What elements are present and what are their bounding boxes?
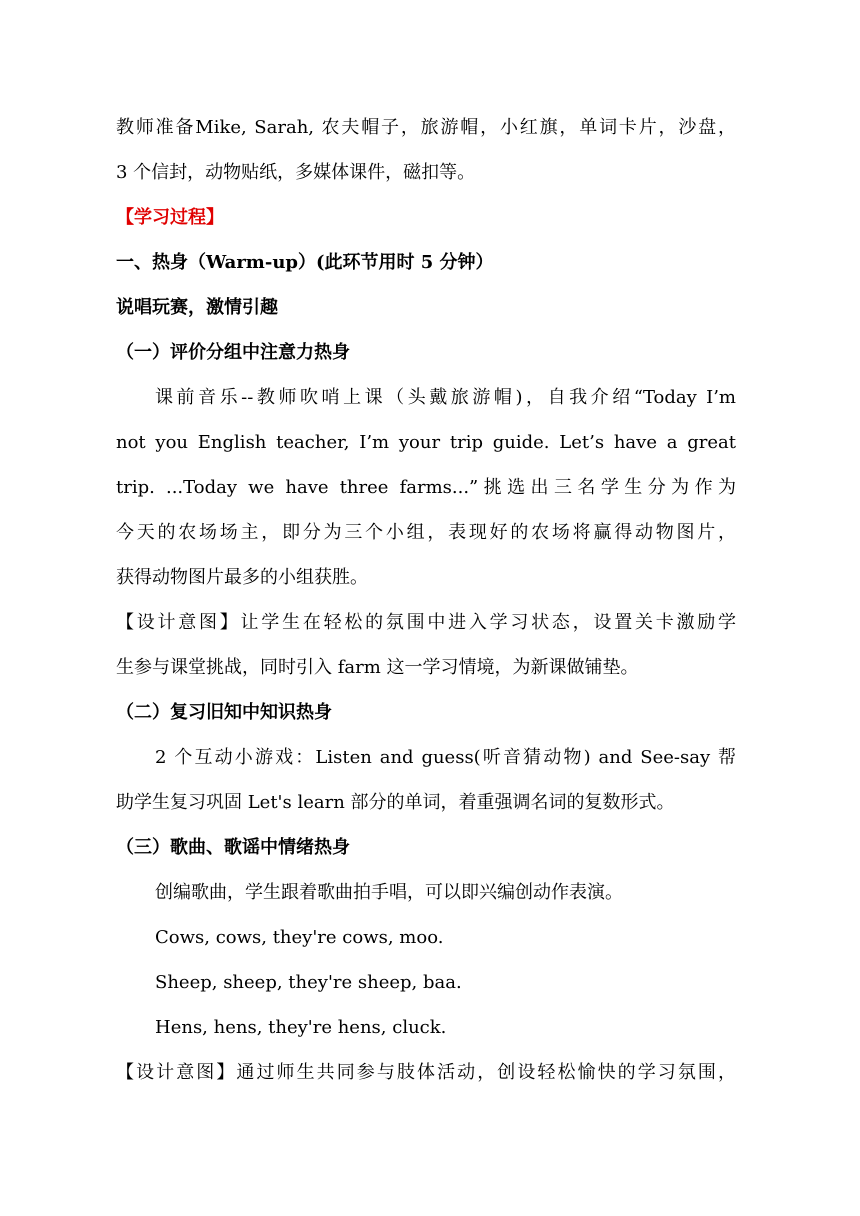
subsection-heading-3: （三）歌曲、歌谣中情绪热身 bbox=[116, 837, 350, 858]
paragraph-line: 获得动物图片最多的小组获胜。 bbox=[116, 567, 368, 588]
paragraph-line: 助学生复习巩固 Let's learn 部分的单词，着重强调名词的复数形式。 bbox=[116, 792, 675, 813]
paragraph-line: 今天的农场场主，即分为三个小组，表现好的农场将赢得动物图片， bbox=[116, 522, 736, 543]
song-lyric-line: Hens, hens, they're hens, cluck. bbox=[155, 1017, 447, 1038]
subsection-heading-1: （一）评价分组中注意力热身 bbox=[116, 342, 350, 363]
design-intent-line: 【设计意图】通过师生共同参与肢体活动，创设轻松愉快的学习氛围， bbox=[116, 1062, 736, 1083]
subsection-heading-2: （二）复习旧知中知识热身 bbox=[116, 702, 332, 723]
paragraph-line: 创编歌曲，学生跟着歌曲拍手唱，可以即兴编创动作表演。 bbox=[155, 882, 623, 903]
paragraph-line: not you English teacher, I’m your trip guide. Let’s have a great bbox=[116, 432, 736, 453]
paragraph-line: 课前音乐--教师吹哨上课（头戴旅游帽)，自我介绍“Today I’m bbox=[155, 387, 736, 408]
warm-up-heading: 一、热身（Warm-up）(此环节用时 5 分钟） bbox=[116, 252, 494, 273]
design-intent-line: 【设计意图】让学生在轻松的氛围中进入学习状态，设置关卡激励学 bbox=[116, 612, 736, 633]
song-lyric-line: Cows, cows, they're cows, moo. bbox=[155, 927, 444, 948]
paragraph-line: trip. ...Today we have three farms...”挑选出三名学生分为作为 bbox=[116, 477, 736, 498]
materials-line-1: 教师准备Mike, Sarah, 农夫帽子，旅游帽，小红旗，单词卡片，沙盘， bbox=[116, 117, 736, 138]
paragraph-line: 2 个互动小游戏：Listen and guess(听音猜动物) and See-say 帮 bbox=[155, 747, 736, 768]
materials-line-2: 3 个信封，动物贴纸，多媒体课件，磁扣等。 bbox=[116, 162, 476, 183]
warm-up-subheading: 说唱玩赛，激情引趣 bbox=[116, 297, 278, 318]
section-heading-learning-process: 【学习过程】 bbox=[116, 207, 224, 228]
design-intent-line: 生参与课堂挑战，同时引入 farm 这一学习情境，为新课做铺垫。 bbox=[116, 657, 639, 678]
song-lyric-line: Sheep, sheep, they're sheep, baa. bbox=[155, 972, 462, 993]
